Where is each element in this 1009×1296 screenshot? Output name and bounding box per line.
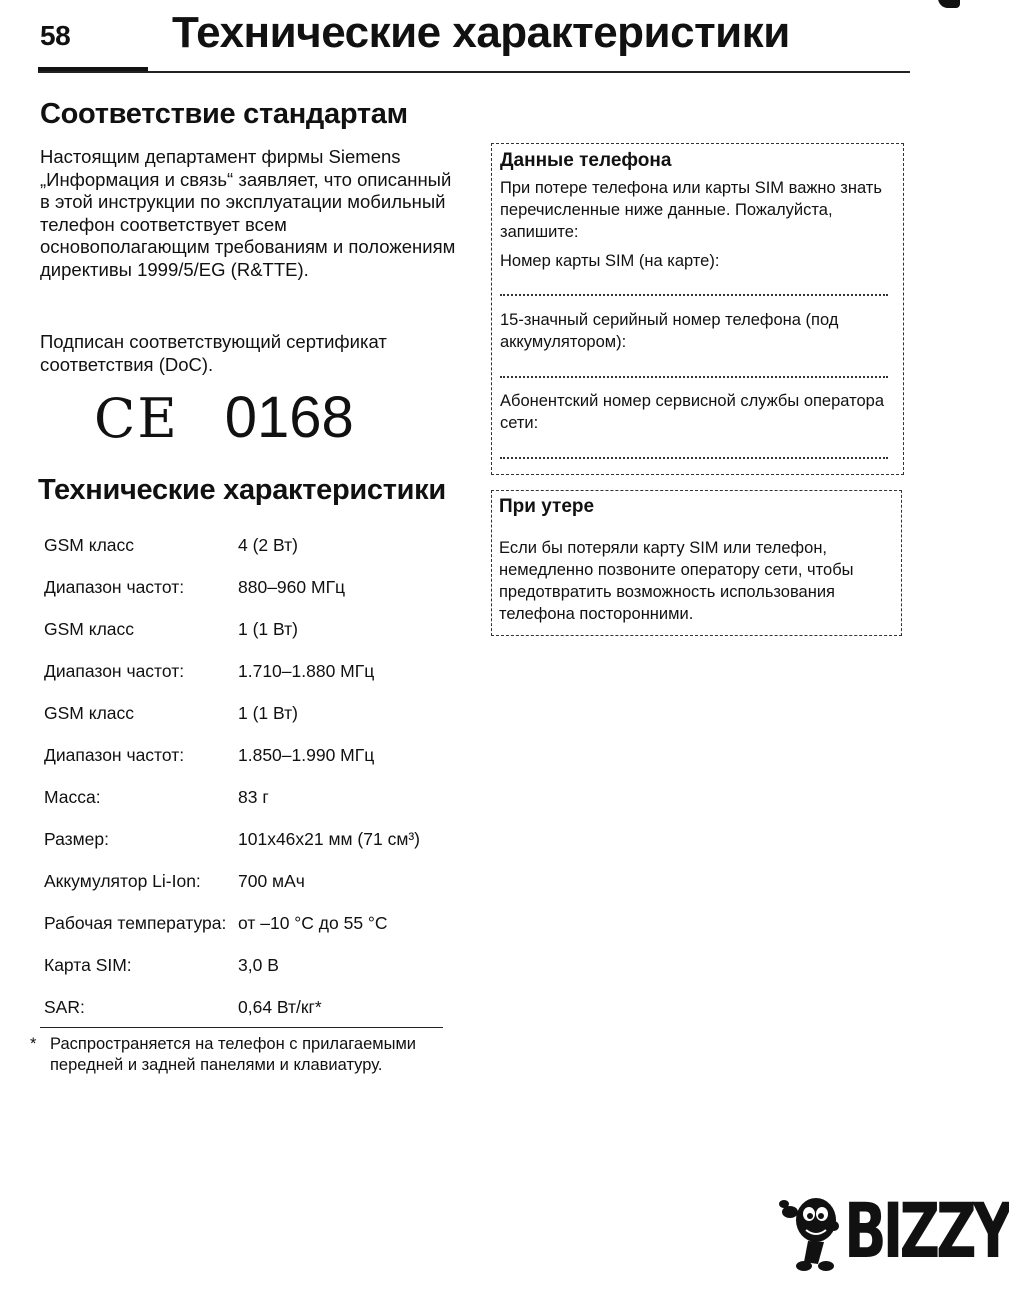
loss-title: При утере bbox=[499, 496, 595, 517]
spec-value: 101x46x21 мм (71 см³) bbox=[238, 829, 421, 849]
service-number-label: Абонентский номер сервисной службы оператора сети: bbox=[500, 392, 884, 432]
table-bottom-rule bbox=[40, 1027, 443, 1028]
phone-data-title: Данные телефона bbox=[500, 150, 672, 171]
spec-value: 880–960 МГц bbox=[238, 577, 346, 597]
loss-text: Если бы потеряли карту SIM или телефон, немедленно позвоните оператору сети, чтобы предотвратить возможность использования телефона посторонними. bbox=[499, 539, 854, 623]
bizzy-wordmark: BIZZY bbox=[844, 1188, 1009, 1276]
spec-value: 1.710–1.880 МГц bbox=[238, 661, 375, 681]
table-row bbox=[44, 608, 444, 650]
spec-key: Диапазон частот: bbox=[44, 577, 185, 597]
compliance-paragraph-2: Подписан соответствующий сертификат соответствия (DoC). bbox=[40, 331, 387, 375]
spec-value: 3,0 В bbox=[238, 955, 279, 975]
phone-data-box bbox=[491, 143, 904, 475]
table-row bbox=[44, 524, 444, 566]
sim-number-line[interactable] bbox=[500, 294, 888, 296]
loss-box bbox=[491, 490, 902, 636]
footnote bbox=[30, 1034, 450, 1076]
spec-key: Карта SIM: bbox=[44, 955, 132, 975]
table-row bbox=[44, 776, 444, 818]
table-row bbox=[44, 692, 444, 734]
table-row bbox=[44, 650, 444, 692]
spec-value: 83 г bbox=[238, 787, 269, 807]
ce-mark: CE bbox=[94, 387, 179, 450]
serial-number-line[interactable] bbox=[500, 376, 888, 378]
table-row bbox=[44, 818, 444, 860]
specs-table bbox=[44, 524, 444, 1028]
table-row bbox=[44, 566, 444, 608]
spec-value: 1 (1 Вт) bbox=[238, 703, 298, 723]
spec-key: Диапазон частот: bbox=[44, 661, 185, 681]
bizzy-logo bbox=[778, 1186, 1009, 1276]
specs-heading: Технические характеристики bbox=[38, 474, 446, 506]
spec-value: 700 мАч bbox=[238, 871, 305, 891]
spec-value: 4 (2 Вт) bbox=[238, 535, 298, 555]
corner-mark bbox=[938, 0, 960, 8]
spec-key: Размер: bbox=[44, 829, 110, 849]
footnote-text: Распространяется на телефон с прилагаемыми передней и задней панелями и клавиатуру. bbox=[50, 1035, 417, 1074]
table-row bbox=[44, 734, 444, 776]
compliance-paragraph-1: Настоящим департамент фирмы Siemens „Информация и связь“ заявляет, что описанный в этой инструкции по эксплуатации мобильный телефон соответствует всем основополагающим требованиям и положениям директивы 1999/5/EG (R&TTE). bbox=[40, 146, 456, 280]
page-title: Технические характеристики bbox=[172, 8, 790, 57]
header-rule bbox=[38, 71, 910, 73]
footnote-marker: * bbox=[30, 1035, 37, 1053]
table-row bbox=[44, 944, 444, 986]
page-number: 58 bbox=[40, 20, 71, 51]
service-number-line[interactable] bbox=[500, 457, 888, 459]
spec-key: SAR: bbox=[44, 997, 85, 1017]
spec-value: 1.850–1.990 МГц bbox=[238, 745, 375, 765]
ce-number: 0168 bbox=[224, 385, 354, 450]
table-row bbox=[44, 860, 444, 902]
compliance-heading: Соответствие стандартам bbox=[40, 98, 408, 130]
phone-data-intro: При потере телефона или карты SIM важно знать перечисленные ниже данные. Пожалуйста, запишите: bbox=[500, 179, 882, 241]
spec-key: GSM класс bbox=[44, 619, 135, 639]
table-row bbox=[44, 902, 444, 944]
spec-key: GSM класс bbox=[44, 535, 135, 555]
spec-key: GSM класс bbox=[44, 703, 135, 723]
spec-key: Масса: bbox=[44, 787, 101, 807]
sim-number-label: Номер карты SIM (на карте): bbox=[500, 252, 720, 270]
spec-value: от –10 °C до 55 °C bbox=[238, 913, 388, 933]
table-row bbox=[44, 986, 444, 1028]
spec-key: Рабочая температура: bbox=[44, 913, 227, 933]
spec-key: Диапазон частот: bbox=[44, 745, 185, 765]
ce-mark-row bbox=[94, 386, 354, 451]
spec-value: 1 (1 Вт) bbox=[238, 619, 298, 639]
bizzy-mascot-icon bbox=[778, 1186, 848, 1276]
spec-value: 0,64 Вт/кг* bbox=[238, 997, 322, 1017]
serial-number-label: 15-значный серийный номер телефона (под аккумулятором): bbox=[500, 311, 839, 351]
spec-key: Аккумулятор Li-Ion: bbox=[44, 871, 201, 891]
